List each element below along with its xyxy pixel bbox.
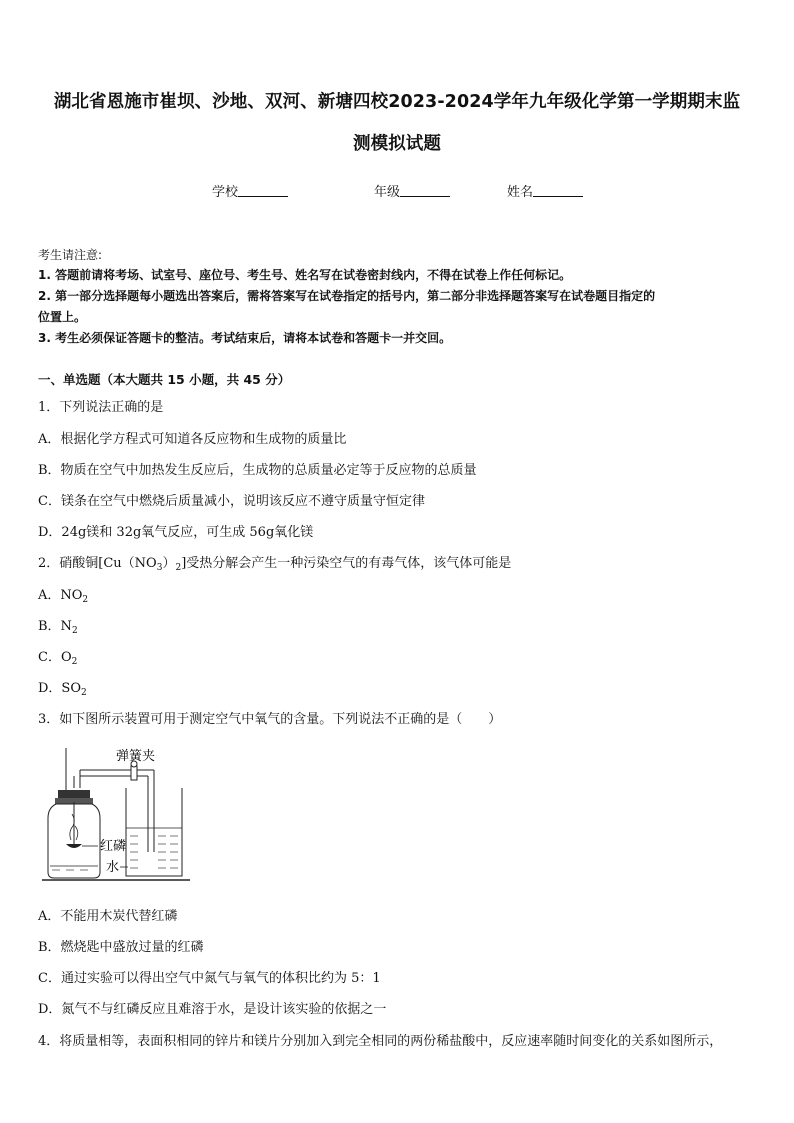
notice-item-3: 3. 考生必须保证答题卡的整洁。考试结束后，请将本试卷和答题卡一并交回。 bbox=[38, 331, 452, 345]
section-heading: 一、单选题（本大题共 15 小题，共 45 分） bbox=[38, 372, 291, 387]
name-label: 姓名 bbox=[507, 185, 534, 200]
spring-clamp-icon bbox=[131, 766, 137, 780]
q4-stem: 4．将质量相等，表面积相同的锌片和镁片分别加入到完全相同的两份稀盐酸中，反应速率随时间变化的关系如图所示， bbox=[38, 1034, 723, 1049]
name-blank[interactable] bbox=[533, 184, 583, 197]
notice-item-2: 2. 第一部分选择题每小题选出答案后，需将答案写在试卷指定的括号内，第二部分非选择题答案写在试卷题目指定的 bbox=[38, 289, 656, 303]
water-label: 水 bbox=[106, 860, 120, 875]
q2-option-a: A．$NO_2$ bbox=[38, 588, 89, 605]
q3-option-a: A．不能用木炭代替红磷 bbox=[38, 909, 178, 924]
q1-option-d: D．24g镁和 32g氧气反应，可生成 56g氧化镁 bbox=[38, 525, 314, 540]
q1-option-b: B．物质在空气中加热发生反应后，生成物的总质量必定等于反应物的总质量 bbox=[38, 463, 477, 478]
q3-option-b: B．燃烧匙中盛放过量的红磷 bbox=[38, 940, 204, 955]
grade-blank[interactable] bbox=[400, 184, 450, 197]
grade-label: 年级 bbox=[374, 185, 401, 200]
school-label: 学校 bbox=[212, 185, 239, 200]
q3-stem: 3．如下图所示装置可用于测定空气中氧气的含量。下列说法不正确的是（ ） bbox=[38, 712, 502, 727]
q1-option-a: A．根据化学方程式可知道各反应物和生成物的质量比 bbox=[38, 432, 347, 447]
notice-item-2-cont: 位置上。 bbox=[38, 310, 87, 324]
q3-option-d: D．氮气不与红磷反应且难溶于水，是设计该实验的依据之一 bbox=[38, 1002, 387, 1017]
name-field bbox=[507, 181, 583, 200]
q2-option-b: B．$N_2$ bbox=[38, 619, 78, 636]
q1-option-c: C．镁条在空气中燃烧后质量减小，说明该反应不遵守质量守恒定律 bbox=[38, 494, 425, 509]
oxygen-measurement-apparatus-figure bbox=[38, 740, 198, 885]
exam-title-line2: 测模拟试题 bbox=[353, 134, 441, 154]
clamp-label: 弹簧夹 bbox=[116, 749, 156, 764]
q2-stem: 2．硝酸铜$[Cu(NO_3)_2]$受热分解会产生一种污染空气的有毒气体，该气体可能是 bbox=[38, 556, 512, 573]
grade-field bbox=[374, 181, 450, 200]
notice-item-1: 1. 答题前请将考场、试室号、座位号、考生号、姓名写在试卷密封线内，不得在试卷上作任何标记。 bbox=[38, 268, 572, 282]
q2-option-c: C．$O_2$ bbox=[38, 650, 78, 667]
q1-stem: 1．下列说法正确的是 bbox=[38, 400, 164, 415]
exam-title-line1: 湖北省恩施市崔坝、沙地、双河、新塘四校2023-2024学年九年级化学第一学期期末监 bbox=[53, 92, 741, 112]
combustion-spoon-icon bbox=[66, 844, 82, 848]
school-blank[interactable] bbox=[238, 184, 288, 197]
q3-option-c: C．通过实验可以得出空气中氮气与氧气的体积比约为 5：1 bbox=[38, 971, 381, 986]
school-field bbox=[212, 181, 288, 200]
phosphorus-label: 红磷 bbox=[100, 839, 127, 854]
q2-option-d: D．$SO_2$ bbox=[38, 681, 87, 698]
notice-heading: 考生请注意: bbox=[38, 248, 103, 262]
